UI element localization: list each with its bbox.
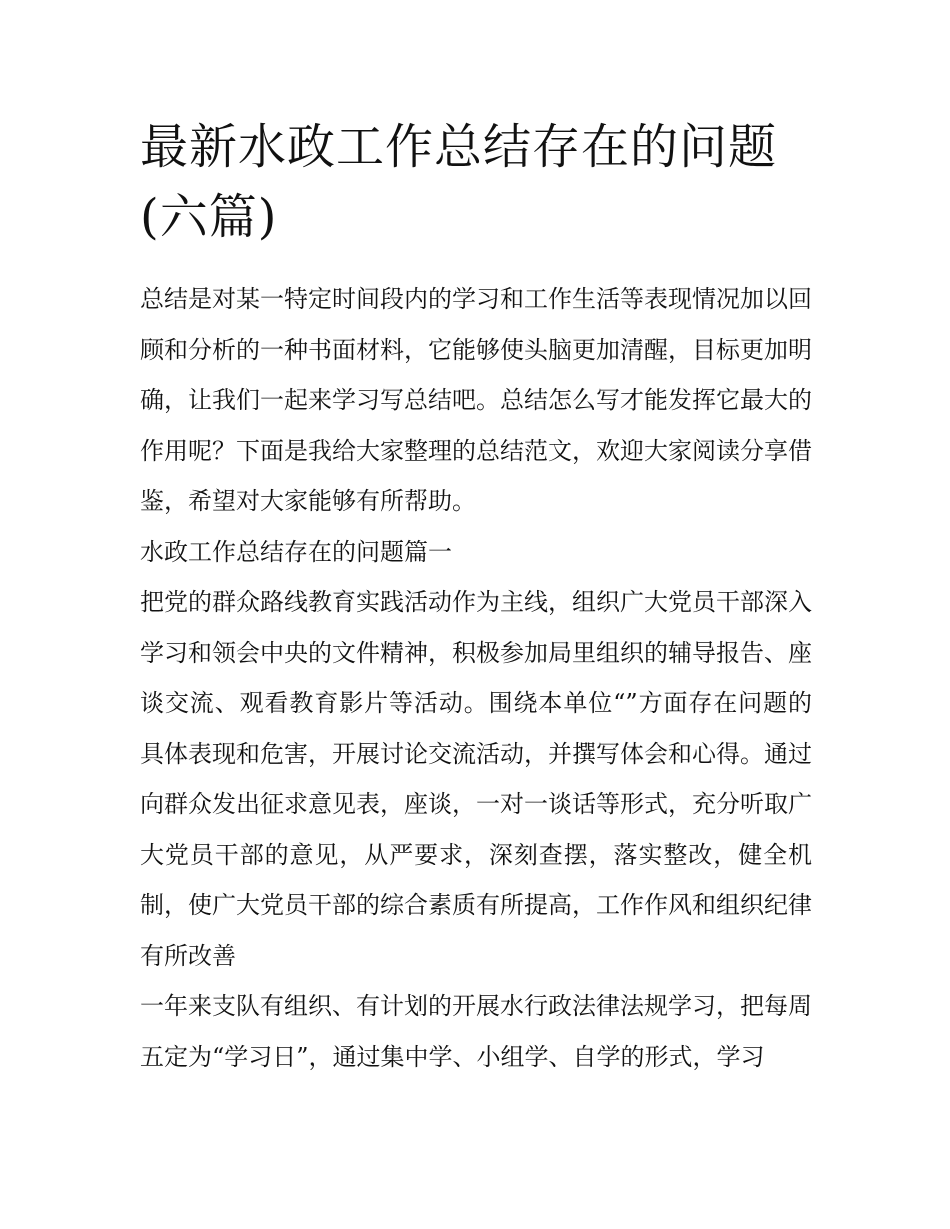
section-heading: 水政工作总结存在的问题篇一 bbox=[140, 537, 452, 566]
body-paragraph: 把党的群众路线教育实践活动作为主线，组织广大党员干部深入学习和领会中央的文件精神，积极参加局里组织的辅导报告、座谈交流、观看教育影片等活动。围绕本单位“”方面存在问题的具体表现和危害，开展讨论交流活动，并撰写体会和心得。通过向群众发出征求意见表，座谈，一对一谈话等形式，充分听取广大党员干部的意见，从严要求，深刻查摆，落实整改，健全机制，使广大党员干部的综合素质有所提高，工作作风和组织纪律有所改善 bbox=[140, 588, 812, 970]
document-page bbox=[140, 112, 812, 1082]
document-title: 最新水政工作总结存在的问题(六篇) bbox=[140, 119, 778, 245]
body-paragraph: 一年来支队有组织、有计划的开展水行政法律法规学习，把每周五定为“学习日”，通过集中学、小组学、自学的形式，学习 bbox=[140, 992, 812, 1071]
intro-paragraph: 总结是对某一特定时间段内的学习和工作生活等表现情况加以回顾和分析的一种书面材料，它能够使头脑更加清醒，目标更加明确，让我们一起来学习写总结吧。总结怎么写才能发挥它最大的作用呢？下面是我给大家整理的总结范文，欢迎大家阅读分享借鉴，希望对大家能够有所帮助。 bbox=[140, 285, 812, 515]
